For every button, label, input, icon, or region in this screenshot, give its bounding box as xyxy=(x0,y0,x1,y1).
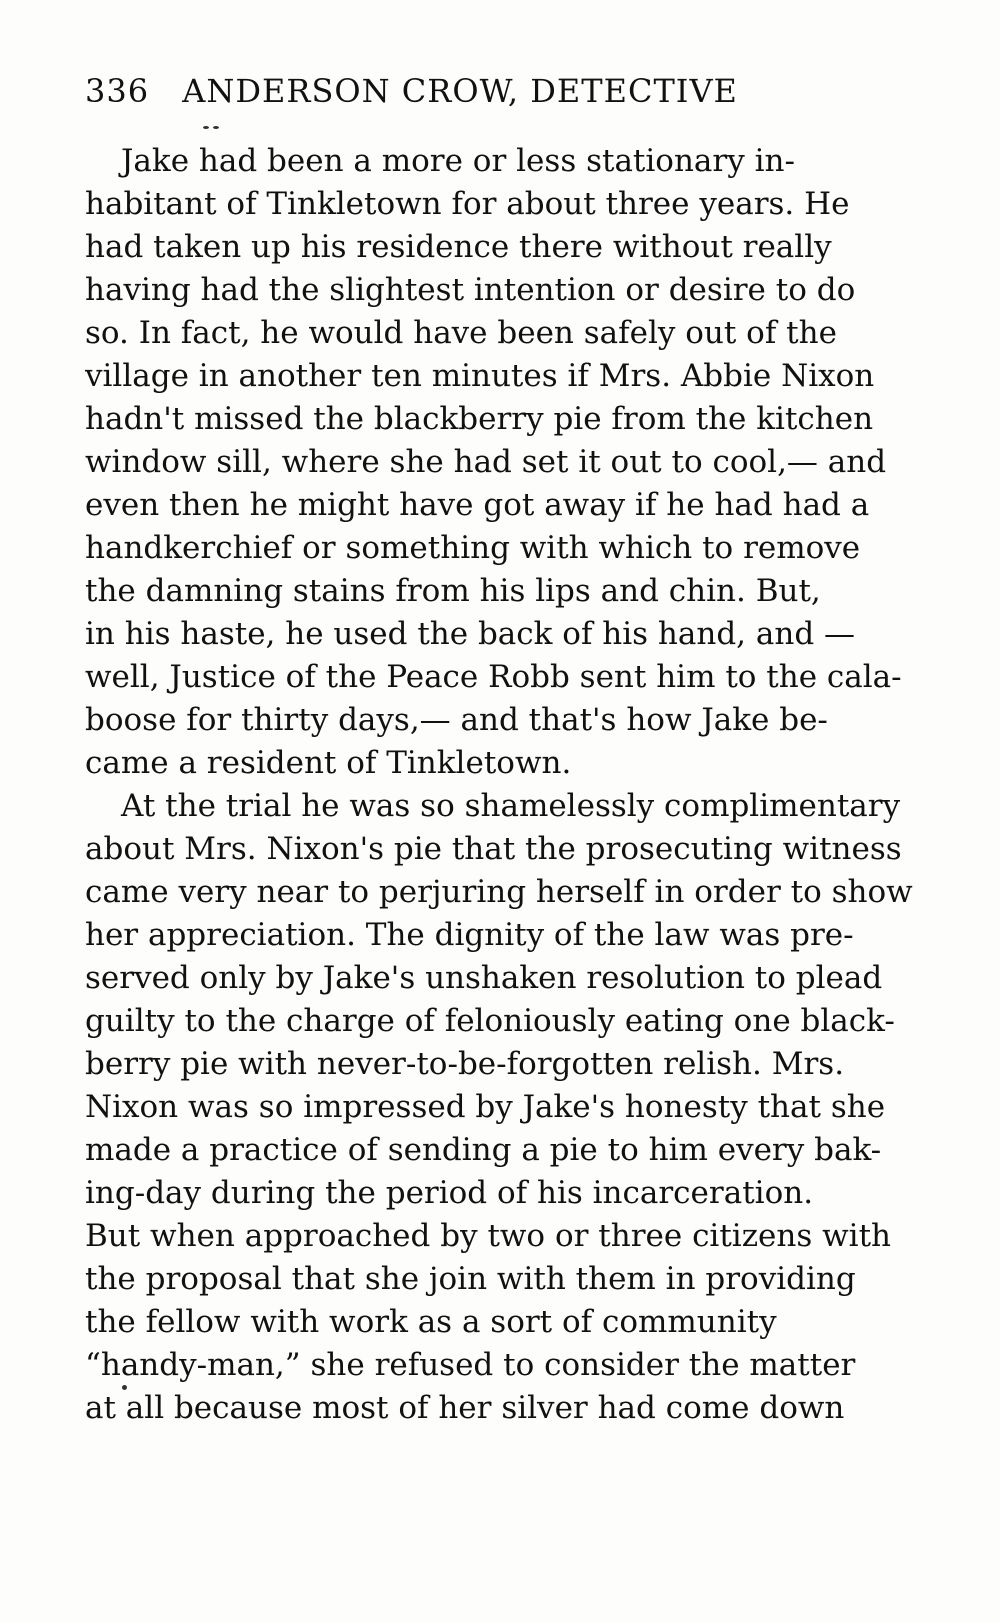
text-line: about Mrs. Nixon's pie that the prosecuting witness xyxy=(85,831,902,867)
text-line: her appreciation. The dignity of the law was pre- xyxy=(85,917,854,953)
text-line: window sill, where she had set it out to cool,— and xyxy=(85,444,887,480)
text-line: made a practice of sending a pie to him every bak- xyxy=(85,1132,882,1168)
text-line: the proposal that she join with them in providing xyxy=(85,1261,856,1297)
text-line: served only by Jake's unshaken resolution to plead xyxy=(85,960,883,996)
text-line: in his haste, he used the back of his hand, and — xyxy=(85,616,856,652)
text-line: at all because most of her silver had come down xyxy=(85,1390,845,1426)
text-line: having had the slightest intention or desire to do xyxy=(85,272,856,308)
text-line: berry pie with never-to-be-forgotten relish. Mrs. xyxy=(85,1046,845,1082)
text-line: the fellow with work as a sort of community xyxy=(85,1304,777,1340)
text-line: came a resident of Tinkletown. xyxy=(85,745,572,781)
body-text xyxy=(85,140,915,1460)
running-head xyxy=(85,72,915,122)
text-line: had taken up his residence there without really xyxy=(85,229,832,265)
text-line: village in another ten minutes if Mrs. Abbie Nixon xyxy=(85,358,875,394)
print-speck xyxy=(203,126,209,129)
text-line: ing-day during the period of his incarceration. xyxy=(85,1175,814,1211)
book-title: ANDERSON CROW, DETECTIVE xyxy=(182,72,738,110)
paragraph-first-line: At the trial he was so shamelessly complimentary xyxy=(121,788,901,824)
text-line: “handy-man,” she refused to consider the matter xyxy=(85,1347,856,1383)
text-line: boose for thirty days,— and that's how Jake be- xyxy=(85,702,828,738)
text-line: handkerchief or something with which to remove xyxy=(85,530,861,566)
text-line: the damning stains from his lips and chin. But, xyxy=(85,573,821,609)
text-line: came very near to perjuring herself in order to show xyxy=(85,874,913,910)
text-line: guilty to the charge of feloniously eating one black- xyxy=(85,1003,895,1039)
text-line: well, Justice of the Peace Robb sent him to the cala- xyxy=(85,659,902,695)
text-line: Nixon was so impressed by Jake's honesty that she xyxy=(85,1089,886,1125)
page-number: 336 xyxy=(85,72,150,110)
text-line: even then he might have got away if he had had a xyxy=(85,487,870,523)
text-line: hadn't missed the blackberry pie from the kitchen xyxy=(85,401,874,437)
print-speck xyxy=(213,126,219,129)
text-line: But when approached by two or three citizens with xyxy=(85,1218,891,1254)
text-line: habitant of Tinkletown for about three years. He xyxy=(85,186,850,222)
paragraph-first-line: Jake had been a more or less stationary in- xyxy=(121,143,795,179)
text-line: so. In fact, he would have been safely out of the xyxy=(85,315,837,351)
